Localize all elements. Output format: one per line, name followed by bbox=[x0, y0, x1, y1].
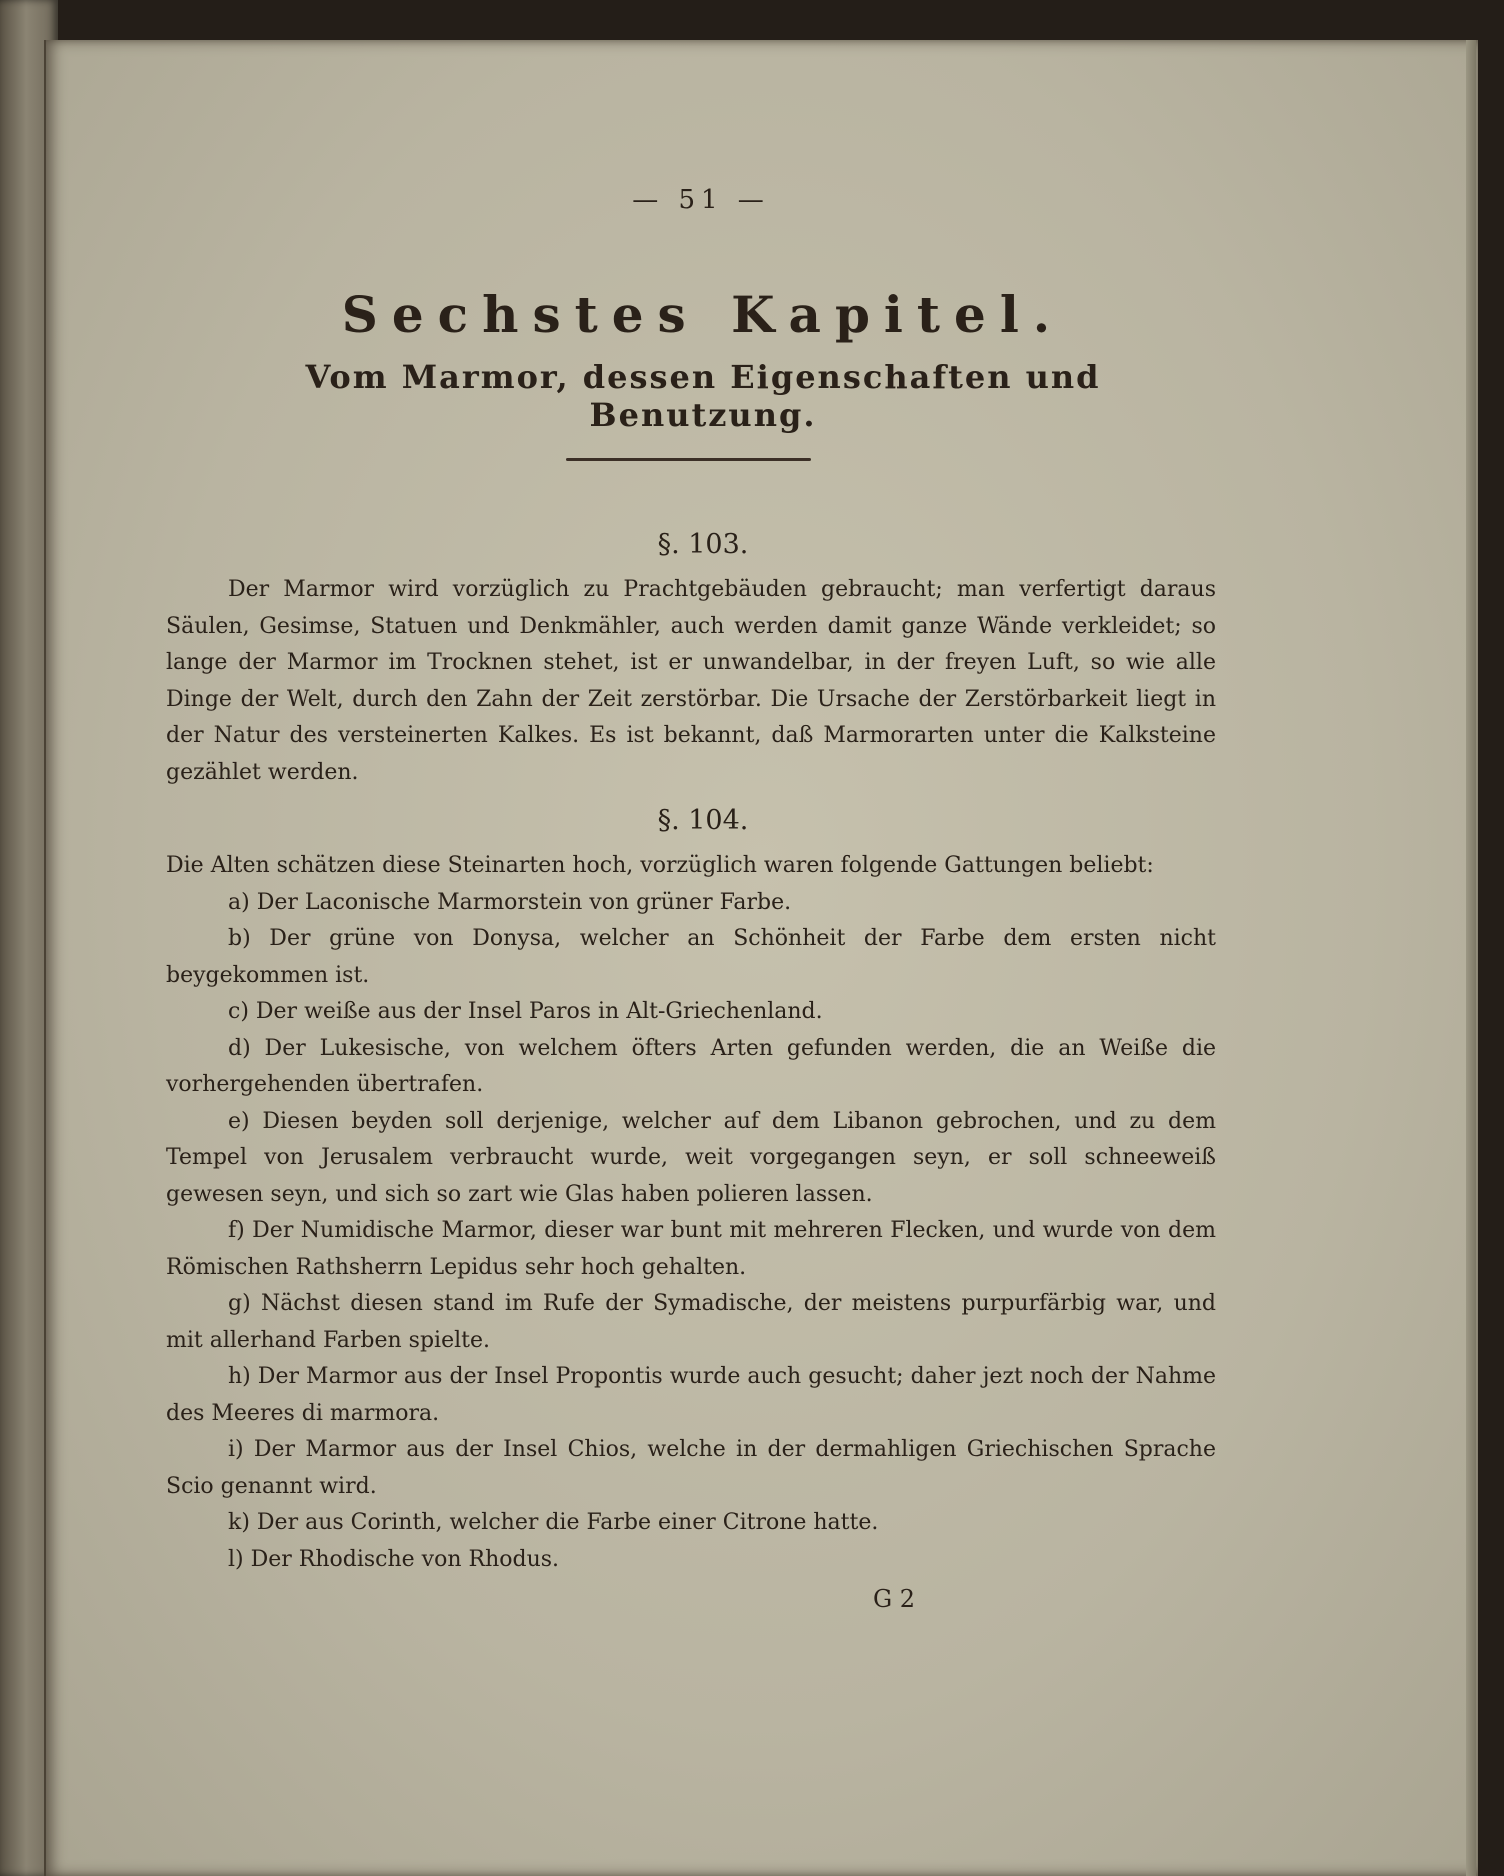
list-item: k) Der aus Corinth, welcher die Farbe einer Citrone hatte. bbox=[228, 1510, 879, 1535]
section-intro: Die Alten schätzen diese Steinarten hoch, vorzüglich waren folgende Gattungen beliebt: bbox=[166, 853, 1154, 878]
list-item: e) Diesen beyden soll derjenige, welcher auf dem Libanon gebrochen, und zu dem Tempel von Jerusalem verbraucht wurde, weit vorgegangen seyn, er soll schneeweiß gewesen seyn, und sich so zart wie Glas haben polieren lassen. bbox=[166, 1108, 1216, 1207]
chapter-title: Sechstes Kapitel. bbox=[341, 285, 1065, 344]
catchword-signature: G 2 bbox=[873, 1585, 916, 1613]
list-item: h) Der Marmor aus der Insel Propontis wurde auch gesucht; daher jezt noch der Nahme des Meeres di marmora. bbox=[166, 1364, 1216, 1426]
list-item: l) Der Rhodische von Rhodus. bbox=[228, 1546, 560, 1572]
section-104 bbox=[166, 805, 1216, 1578]
page-stack-edge bbox=[1466, 40, 1476, 1876]
section-mark: §. 104. bbox=[657, 805, 749, 836]
list-item: d) Der Lukesische, von welchem öfters Arten gefunden werden, die an Weiße die vorhergehenden übertrafen. bbox=[166, 1035, 1216, 1097]
list-item: b) Der grüne von Donysa, welcher an Schönheit der Farbe dem ersten nicht beygekommen ist. bbox=[166, 926, 1216, 988]
section-mark: §. 103. bbox=[657, 529, 749, 560]
chapter-subtitle: Vom Marmor, dessen Eigenschaften und Benutzung. bbox=[305, 358, 1101, 434]
list-item: i) Der Marmor aus der Insel Chios, welche in der dermahligen Griechischen Sprache Scio genannt wird. bbox=[166, 1437, 1216, 1499]
title-divider bbox=[566, 458, 811, 461]
marble-types-list bbox=[166, 885, 1216, 1579]
section-103 bbox=[166, 529, 1216, 791]
list-item: a) Der Laconische Marmorstein von grüner Farbe. bbox=[228, 889, 792, 915]
list-item: c) Der weiße aus der Insel Paros in Alt-Griechenland. bbox=[228, 999, 823, 1024]
list-item: f) Der Numidische Marmor, dieser war bunt mit mehreren Flecken, und wurde von dem Römischen Rathsherrn Lepidus sehr hoch gehalten. bbox=[166, 1218, 1216, 1280]
list-item: g) Nächst diesen stand im Rufe der Symadische, der meistens purpurfärbig war, und mit allerhand Farben spielte. bbox=[166, 1291, 1216, 1353]
page-text-block bbox=[166, 185, 1216, 1578]
section-paragraph: Der Marmor wird vorzüglich zu Prachtgebäuden gebraucht; man verfertigt daraus Säulen, Gesimse, Statuen und Denkmähler, auch werden damit ganze Wände verkleidet; so lange der Marmor im Trocknen stehet, ist er unwandelbar, in der freyen Luft, so wie alle Dinge der Welt, durch den Zahn der Zeit zerstörbar. Die Ursache der Zerstörbarkeit liegt in der Natur des versteinerten Kalkes. Es ist bekannt, daß Marmorarten unter die Kalksteine gezählet werden. bbox=[166, 577, 1216, 785]
page-number: — 51 — bbox=[632, 185, 770, 215]
